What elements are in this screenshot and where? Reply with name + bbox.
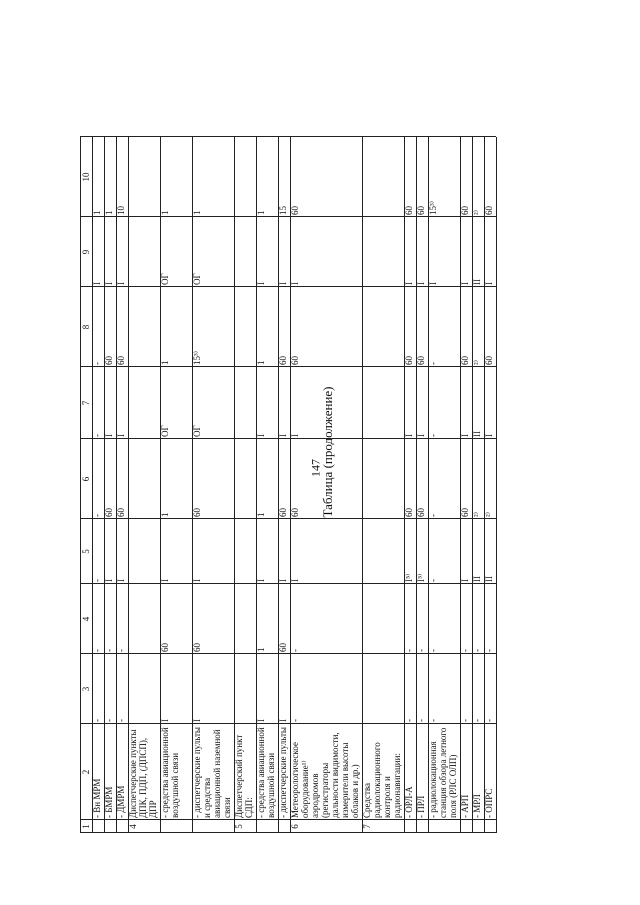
table-cell-col8: 60 <box>460 356 470 365</box>
table-cell-col5: I⁵⁾ <box>416 573 426 582</box>
table-cell-col2: - ПРЛ <box>416 795 426 818</box>
table-cell-col2: - диспетчерские пульты <box>278 727 288 818</box>
table-rows <box>92 68 496 833</box>
table-cell-col10: 60 <box>484 206 494 215</box>
table-gridline <box>80 653 496 654</box>
table-row <box>290 68 362 833</box>
table-cell-col3: - <box>116 719 126 722</box>
table-cell-col8: 60 <box>416 356 426 365</box>
rotated-table-body <box>80 68 590 833</box>
table-cell-col10: 10 <box>116 206 126 215</box>
table-cell-col4 <box>362 584 404 654</box>
table-cell-col5: I <box>192 579 202 582</box>
table-cell-col4: - <box>472 649 482 652</box>
table-cell-col5: I <box>104 579 114 582</box>
table-cell-col2: - МРЛ <box>472 794 482 818</box>
col-header-5: 5 <box>81 549 91 554</box>
col-header-9: 9 <box>81 249 91 255</box>
table-cell-col6 <box>234 439 256 519</box>
table-cell-col9: I <box>404 282 414 285</box>
table-row <box>192 68 234 833</box>
table-cell-col5: I <box>290 579 300 582</box>
table-cell-col5: I <box>460 579 470 582</box>
table-cell-col10: 60 <box>290 206 300 215</box>
table-cell-col4: - <box>428 649 438 652</box>
table-cell-col10: 60 <box>404 206 414 215</box>
table-cell-col7 <box>128 367 160 439</box>
table-gridline <box>160 137 161 833</box>
table-cell-col7 <box>234 367 256 439</box>
table-gridline <box>80 832 496 833</box>
table-cell-col4: - <box>104 649 114 652</box>
table-cell-col10: 1 <box>192 210 202 215</box>
table-cell-col7: I <box>416 434 426 437</box>
table-cell-col3: - <box>290 719 300 722</box>
table-cell-col5: I <box>278 579 288 582</box>
table-cell-col3: I <box>278 719 288 722</box>
table-cell-col8: 1 <box>160 360 170 365</box>
table-cell-col5: - <box>428 579 438 582</box>
table-cell-col9: I <box>428 282 438 285</box>
table-cell-col2: Средства радиолокационного контроля и радионавигации: <box>362 742 402 818</box>
table-cell-col7: - <box>92 434 102 437</box>
table-cell-col9 <box>234 217 256 287</box>
table-cell-col6: 60 <box>416 508 426 517</box>
table-gridline <box>496 137 497 833</box>
table-cell-col3: - <box>404 719 414 722</box>
table-gridline <box>362 137 363 833</box>
table-cell-col9: I <box>116 282 126 285</box>
col-header-4: 4 <box>81 616 91 622</box>
table-cell-col7: I <box>290 434 300 437</box>
table-cell-col6: 60 <box>278 508 288 517</box>
table-cell-col9: I <box>256 282 266 285</box>
table-cell-col9 <box>362 217 404 287</box>
table-cell-col9: I <box>460 282 470 285</box>
table-cell-col8: 60 <box>290 356 300 365</box>
table-cell-col8: ²⁾ <box>472 360 482 365</box>
table-cell-col5: I <box>160 579 170 582</box>
table-cell-col4: 1 <box>256 647 266 652</box>
table-gridline <box>278 137 279 833</box>
table-cell-col4: - <box>116 649 126 652</box>
table-cell-col9: I <box>92 282 102 285</box>
table-gridline <box>116 137 117 833</box>
table-cell-col7: I <box>278 434 288 437</box>
table-gridline <box>80 286 496 287</box>
table-cell-col6: 60 <box>460 508 470 517</box>
table-cell-col4: 60 <box>192 643 202 652</box>
table-cell-col3 <box>234 654 256 724</box>
table-cell-col4 <box>234 584 256 654</box>
table-cell-col8: 60 <box>278 356 288 365</box>
table-cell-col10 <box>128 137 160 217</box>
table-cell-col1: 5 <box>234 824 244 829</box>
table-cell-col7: ОГ <box>160 425 170 437</box>
table-gridline <box>460 137 461 833</box>
table-cell-col3: - <box>484 719 494 722</box>
table-cell-col4: 60 <box>160 643 170 652</box>
table-cell-col7: I <box>404 434 414 437</box>
table-cell-col6: - <box>428 514 438 517</box>
table-cell-col3: I <box>192 719 202 722</box>
table-cell-col1: 6 <box>290 824 300 829</box>
table-cell-col6: ²⁾ <box>484 512 494 517</box>
table-cell-col6: 1 <box>160 512 170 517</box>
table-header-row <box>80 68 92 833</box>
table-row <box>92 68 104 833</box>
table-row <box>416 68 428 833</box>
data-table <box>80 68 590 833</box>
table-gridline <box>80 819 496 820</box>
table-cell-col10: 60 <box>416 206 426 215</box>
table-cell-col4: 60 <box>278 643 288 652</box>
table-cell-col5: II <box>484 576 494 582</box>
table-gridline <box>472 137 473 833</box>
table-cell-col10: 1 <box>92 210 102 215</box>
table-cell-col8: 60 <box>404 356 414 365</box>
table-cell-col7: I <box>116 434 126 437</box>
table-cell-col9: I <box>290 282 300 285</box>
table-cell-col6: 1 <box>256 512 266 517</box>
table-cell-col4: - <box>460 649 470 652</box>
table-cell-col3: - <box>428 719 438 722</box>
table-row <box>278 68 290 833</box>
table-cell-col5: I⁵⁾ <box>404 573 414 582</box>
table-cell-col8: 60 <box>104 356 114 365</box>
table-cell-col3: I <box>256 719 266 722</box>
table-title: Таблица (продолжение) <box>320 386 335 518</box>
table-cell-col7: - <box>428 434 438 437</box>
table-cell-col9: I <box>484 282 494 285</box>
table-gridline <box>80 136 496 137</box>
table-cell-col9: I <box>104 282 114 285</box>
table-cell-col10: 15³⁾ <box>428 201 438 215</box>
table-cell-col3: - <box>416 719 426 722</box>
table-gridline <box>428 137 429 833</box>
table-cell-col6 <box>362 439 404 519</box>
table-cell-col2: - диспетчерские пульты и средства авиационной наземной связи <box>192 727 232 818</box>
table-gridline <box>104 137 105 833</box>
table-cell-col8 <box>234 287 256 367</box>
table-cell-col7: I <box>484 434 494 437</box>
col-header-8: 8 <box>81 324 91 330</box>
col-header-6: 6 <box>81 476 91 482</box>
table-row <box>460 68 472 833</box>
table-cell-col9: ОГ <box>192 273 202 285</box>
table-gridline <box>256 137 257 833</box>
table-gridline <box>404 137 405 833</box>
table-cell-col5: I <box>256 579 266 582</box>
table-cell-col7: I <box>460 434 470 437</box>
table-cell-col7: I <box>256 434 266 437</box>
table-row <box>256 68 278 833</box>
table-cell-col5 <box>128 519 160 584</box>
table-cell-col6: 60 <box>104 508 114 517</box>
table-row <box>428 68 460 833</box>
table-cell-col2: - ОПРС <box>484 788 494 818</box>
table-gridline <box>80 438 496 439</box>
table-row <box>472 68 484 833</box>
table-cell-col3: - <box>460 719 470 722</box>
col-header-1: 1 <box>81 824 91 829</box>
table-cell-col2: - Вн МРМ <box>92 778 102 818</box>
table-cell-col5: - <box>92 579 102 582</box>
table-row <box>484 68 496 833</box>
table-row <box>116 68 128 833</box>
page-number: 147 <box>308 459 323 477</box>
table-cell-col3 <box>128 654 160 724</box>
table-cell-col4: - <box>92 649 102 652</box>
table-row <box>362 68 404 833</box>
table-cell-col6: - <box>92 514 102 517</box>
table-cell-col5 <box>234 519 256 584</box>
table-cell-col9: I <box>278 282 288 285</box>
table-cell-col2: Диспетчерские пункты ДПК, ПДП, (ДПСП), ДПР <box>128 729 158 818</box>
table-gridline <box>80 216 496 217</box>
table-gridline <box>128 137 129 833</box>
table-cell-col2: - радиолокационная станция обзора летного поля (РЛС ОЛП) <box>428 727 458 818</box>
table-cell-col2: - АРП <box>460 794 470 818</box>
table-gridline <box>192 137 193 833</box>
table-cell-col6 <box>128 439 160 519</box>
table-cell-col6: 60 <box>116 508 126 517</box>
table-cell-col3: - <box>472 719 482 722</box>
table-cell-col1: 7 <box>362 824 372 829</box>
table-cell-col10: ²⁾ <box>472 210 482 215</box>
col-header-2: 2 <box>81 769 91 775</box>
table-cell-col1: 4 <box>128 824 138 829</box>
table-cell-col7: ОГ <box>192 425 202 437</box>
table-cell-col10: 1 <box>104 210 114 215</box>
table-cell-col7: II <box>472 431 482 437</box>
table-cell-col4 <box>128 584 160 654</box>
table-cell-col8: 1 <box>256 360 266 365</box>
table-gridline <box>290 137 291 833</box>
col-header-3: 3 <box>81 686 91 692</box>
table-cell-col3: - <box>92 719 102 722</box>
table-cell-col2: Метеорологическое оборудование¹⁾ аэродромов (регистраторы дальности видимости, измерители высоты облаков и др.) <box>290 732 360 818</box>
table-gridline <box>80 518 496 519</box>
table-gridline <box>80 723 496 724</box>
table-cell-col10: 60 <box>460 206 470 215</box>
table-cell-col10: 15 <box>278 206 288 215</box>
table-cell-col5: I <box>116 579 126 582</box>
table-cell-col2: - БМРМ <box>104 786 114 818</box>
table-cell-col6: 60 <box>290 508 300 517</box>
table-cell-col9 <box>128 217 160 287</box>
col-header-10: 10 <box>81 172 91 182</box>
table-cell-col4: - <box>484 649 494 652</box>
table-cell-col10: 1 <box>256 210 266 215</box>
table-gridline <box>80 583 496 584</box>
table-row <box>160 68 192 833</box>
table-cell-col4: - <box>290 649 300 652</box>
table-cell-col8 <box>128 287 160 367</box>
table-cell-col6: ²⁾ <box>472 512 482 517</box>
table-row <box>128 68 160 833</box>
table-gridline <box>92 137 93 833</box>
table-cell-col8 <box>362 287 404 367</box>
table-cell-col8: 60 <box>116 356 126 365</box>
col-header-7: 7 <box>81 400 91 406</box>
table-gridline <box>80 137 81 833</box>
table-cell-col9: I <box>416 282 426 285</box>
table-cell-col8: 60 <box>484 356 494 365</box>
table-cell-col3 <box>362 654 404 724</box>
table-row <box>404 68 416 833</box>
table-gridline <box>484 137 485 833</box>
table-cell-col4: - <box>416 649 426 652</box>
table-cell-col4: - <box>404 649 414 652</box>
table-gridline <box>80 366 496 367</box>
table-row <box>234 68 256 833</box>
table-cell-col9: II <box>472 279 482 285</box>
table-cell-col2: - средства авиационной воздушной связи <box>256 727 276 818</box>
table-cell-col2: Диспетчерский пункт СДП: <box>234 734 254 818</box>
table-cell-col8: - <box>92 362 102 365</box>
table-cell-col6: 60 <box>192 508 202 517</box>
table-cell-col3: I <box>160 719 170 722</box>
table-cell-col5: II <box>472 576 482 582</box>
table-gridline <box>234 137 235 833</box>
table-cell-col10 <box>234 137 256 217</box>
table-cell-col10 <box>362 137 404 217</box>
table-cell-col6: 60 <box>404 508 414 517</box>
table-cell-col8: 15³⁾ <box>192 351 202 365</box>
table-cell-col8: - <box>428 362 438 365</box>
table-cell-col9: ОГ <box>160 273 170 285</box>
table-cell-col2: - ОРЛ-А <box>404 786 414 818</box>
table-cell-col5 <box>362 519 404 584</box>
table-cell-col2: - средства авиационной воздушной связи <box>160 727 180 818</box>
table-cell-col10: 1 <box>160 210 170 215</box>
table-cell-col2: - ДМРМ <box>116 785 126 818</box>
table-row <box>104 68 116 833</box>
table-gridline <box>416 137 417 833</box>
table-cell-col3: - <box>104 719 114 722</box>
table-cell-col7: I <box>104 434 114 437</box>
table-cell-col7 <box>362 367 404 439</box>
